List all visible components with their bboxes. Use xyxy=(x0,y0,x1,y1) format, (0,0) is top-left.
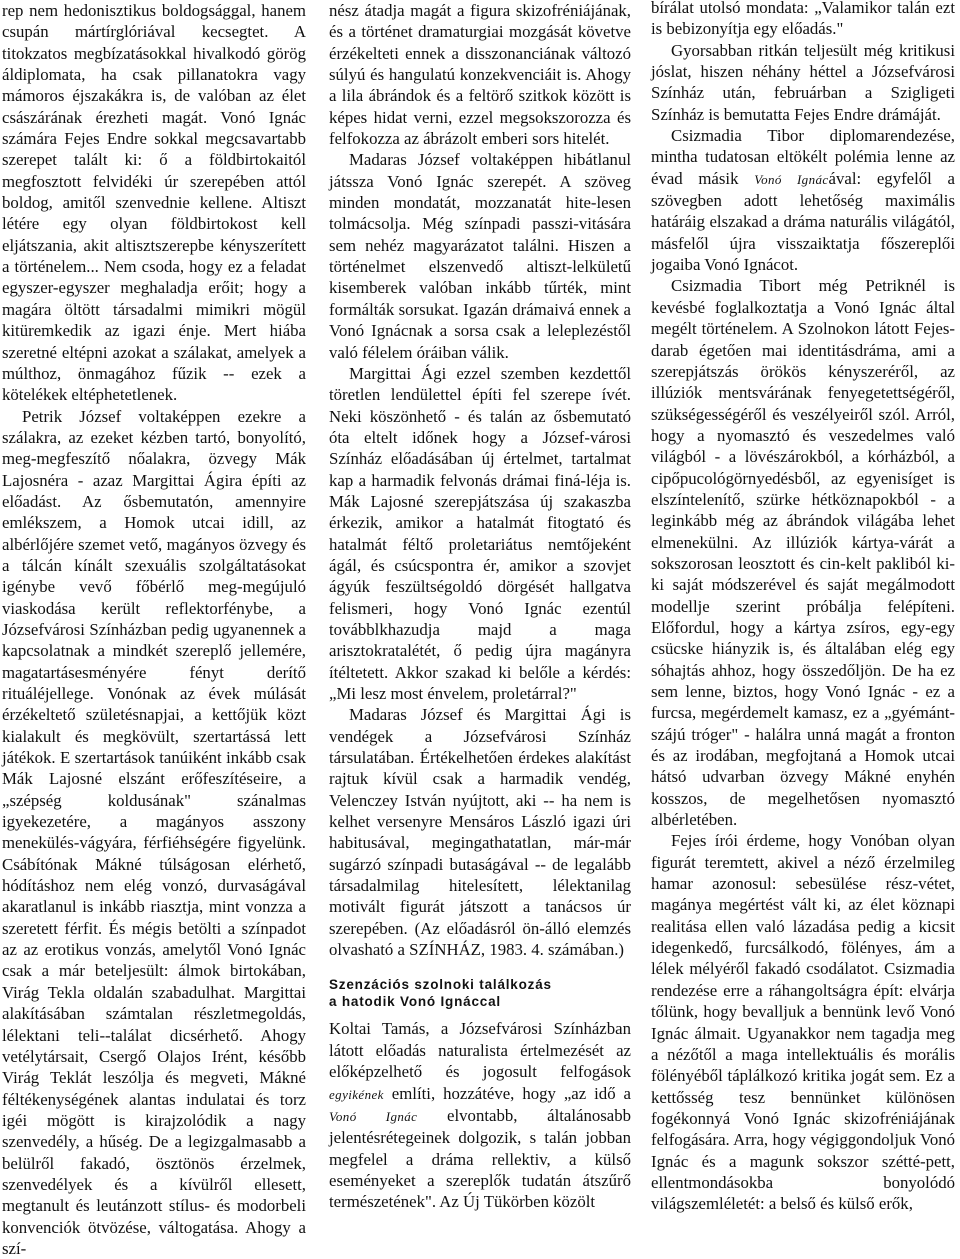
paragraph-2: Petrik József voltaképpen ezekre a szálakra, az ezeket kézben tartó, bonyolító, meg-megfeszítő nőalakra, özvegy Mák Lajosnéra - azaz Margittai Ágira építi az előadást. Az ősbemutatón, amennyire emlékszem, a Homok utcai idill, az albérlőjére szemet vető, magányos özvegy és a tálcán kínált szexuális szolgáltatásokat igénybe vevő főbérlő meg-megújuló viaskodása került reflektorfénybe, a Józsefvárosi Színházban pedig ugyanennek a kapcsolatnak a mindkét szereplő jellemére, magatartásesményére fényt derítő rituáléjellege. Vonónak az évek múlását érzékeltető születésnapjai, a kettőjük közt kialakult és megkövült, szertartássá lett játékok. E szertartások tanúiként inkább csak Mák Lajosné elszánt erőfeszítéseire, a „szépség koldusának" szánalmas igyekezetére, a magányos asszony menekülés-vágyára, férfiéhségére figyelünk. Csábítónak Mákné túlságosan elérhető, hódításhoz nem elég vonzó, durvaságával akaratlanul is inkább riasztja, mint vonzza a szeretett férfit. És mégis betölti a színpadot az az erotikus vonzás, amelytől Vonó Ignác csak a már beteljesült: álmok birtokában, Virág Tekla oldalán szabadulhat. Margittai alakításában számtalan részletmegoldás, lélektani teli--találat dicsérhető. Ahogy vetélytársait, Csergő Olajos Irént, később Virág Teklát leszólja és megveti, Mákné féltékenységének alantas indulatai és torz igéi mögött is kirajzolódik a nagy szenvedély, a hűség. De a legizgalmasabb a belülről fakadó, ösztönös érzelmek, szenvedélyek és a kívülről ellesett, megtanult és leutánzott stílus- és modorbeli konvenciók ötvözése, váltogatása. Ahogy a szí- xyxy=(2,406,306,1258)
paragraph-10-part-2: ával: egyfelől a szövegben adott lehetőség maximális határáig elszakad a dráma naturális világától, másfelől újra visszaiktatja főszereplői jogaiba Vonó Ignácot. xyxy=(651,168,955,275)
paragraph-7-italic-1: egyikének xyxy=(329,1086,384,1102)
paragraph-10 xyxy=(651,125,955,275)
paragraph-11: Csizmadia Tibort még Petriknél is kevésbé foglalkoztatja a Vonó Ignác által megélt történelem. A Szolnokon látott Fejes-darab égetően mai identitásdráma, ami a szerepjátszás örökös kényszeréről, az illúziók mentsvárának fenyegetettségéről, szükségességéről és veszélyeiről szól. Arról, hogy a nyomasztó és veszedelmes való világból - a lövészárokból, a kórházból, a cipőpucológörnyedésből, az egyenisíget is elszíntelenítő, szürke hétköznapokból - a leginkább még az ábrándok világába lehet elmenekülni. Az illúziók kártya-várát a sokszorosan leosztott és cin-kelt pakliból ki-ki saját módszerével és saját megálmodott modellje szerint próbálja felépíteni. Előfordul, hogy a kártya zsíros, egy-egy csücske hiányzik is, és általában elég egy sóhajtás ahhoz, hogy összedőljön. De ha ez sem lenne, biztos, hogy Vonó Ignác - ez a furcsa, megérdemelt kamasz, ez a „gyémánt-szájú tróger" - halálra unná magát a fronton és az irodában, megfojtaná a Homok utcai hátsó udvarban özvegy Mákné enyhén kosszos, de megelhetősen nyomasztó albérletében. xyxy=(651,276,955,830)
paragraph-3: nész átadja magát a figura skizofréniájának, és a történet dramaturgiai mozgását követve érzékelteti ennek a disszonanciának változó súlyú és hangulatú konzekvenciáit is. Ahogy a lila ábrándok és a feltörő szitkok között is képes hidat verni, ezzel megsokszorozza és felfokozza az ábrázolt emberi sors hitelét. xyxy=(329,1,631,149)
paragraph-7-part-3: elvontabb, általánosabb jelentésrétegeinek dolgozik, s talán jobban megfelel a dráma rellektiv, a külső eseményeket a szereplők tudatán átszűrő természetének". Az Új Tükörben közölt xyxy=(329,1105,631,1212)
paragraph-6: Madaras József és Margittai Ági is vendégek a Józsefvárosi Színház társulatában. Értékelhetően érdekes alakítást rajtuk kívül csak a harmadik vendég, Velenczey István nyújtott, aki -- ha nem is kelhet versenyre Mensáros László igazi úri habitusával, megingathatatlan, már-már sugárzó színpadi butaságával -- de legalább társadalmilag hitelesített, lélektanilag motivált figurát játszott a tanácsos úr szerepében. (Az előadásról ön-álló elemzés olvasható a SZÍNHÁZ, 1983. 4. számában.) xyxy=(329,705,631,960)
paragraph-12: Fejes írói érdeme, hogy Vonóban olyan figurát teremtett, akivel a néző érzelmileg hamar azonosul: sebesülése rész-vétet, magánya megértést vált ki, az élet köznapi realitása ellen való lázadása pedig a kicsit idegenkedő, furcsálkodó, fölényes, ám a lélek mélyéről fakadó csodálatot. Csizmadia rendezése erre a ráhangoltságra épít: elvárja tőlünk, hogy bevalljuk a bennünk levő Vonó Ignác álmait. Ugyanakkor nem tagadja meg a nézőtől a maga intellektuális és morális fölényéből táplálkozó kritika jogát sem. Ez a kettősség tesz bennünket különösen fogékonnyá Vonó Ignác skizofréniájának felfogására. Arra, hogy végiggondoljuk Vonó Ignác és a magunk sokszor szétté-pett, ellentmondásokba bonyolódó világszemléletét: a belső és külső erők, xyxy=(651,831,955,1214)
paragraph-7-part-1: Koltai Tamás, a Józsefvárosi Színházban látott előadás naturalista értelmezését az előképzelhető és jogosult felfogások xyxy=(329,1019,631,1082)
section-heading-line: a hatodik Vonó Ignáccal xyxy=(329,994,501,1010)
paragraph-10-part-1: Csizmadia Tibor diplomarendezése, mintha tudatosan eltökélt polémia lenne az évad másik xyxy=(651,126,955,188)
paragraph-5: Margittai Ági ezzel szemben kezdettől töretlen lendülettel építi fel szerepe ívét. Neki köszönhető - és talán az ősbemutató óta eltelt időnek hogy a József-városi Színház előadásában új értelmet, tartalmat kap a harmadik felvonás drámai finá-léja is. Mák Lajosné szerepjátszása új szakaszba érkezik, amikor a hatalmát fitogtató és hatalmát féltő proletariátus nemtőjeként ágál, és csúcspontra ér, amikor a szovjet ágyúk feszültségoldó dörgését hallgatva felismeri, hogy Vonó Ignác ezentúl továbblkhazudja majd a maga arisztokratalétét, ő pedig újra magányra ítéltetett. Akkor szakad ki belőle a kérdés: „Mi lesz most énvelem, proletárral?" xyxy=(329,363,631,703)
section-heading-line: Szenzációs szolnoki találkozás xyxy=(329,977,552,993)
paragraph-10-italic: Vonó Ignác xyxy=(754,171,829,187)
paragraph-8: bírálat utolsó mondata: „Valamikor talán ezt is bebizonyítja egy előadás." xyxy=(651,0,955,39)
paragraph-9: Gyorsabban ritkán teljesült még kritikusi jóslat, hiszen néhány héttel a Józsefvárosi Színház után, februárban a Szigligeti Színház is bemutatta Fejes Endre drámáját. xyxy=(651,40,955,124)
paragraph-7-part-2: említi, hozzátéve, hogy „az idő a xyxy=(383,1083,631,1103)
paragraph-1: rep nem hedonisztikus boldogsággal, hanem csupán mártírglóriával kecsegtet. A titokzatos megbízatásokkal hivalkodó görög áldiplomata, ha csak pillanatokra vagy mámoros éjszakákra is, de valóban az élet császárának érezheti magát. Vonó Ignác számára Fejes Endre sokkal megcsavartabb szerepet talált ki: ő a földbirtokaitól megfosztott felvidéki úr szerepében attól boldog, amitől szenvednie kellene. Altiszt létére egy olyan földbirtokost kell eljátszania, akit altisztszerepbe kényszerített a történelem... Nem csoda, hogy ez a feladat egyszer-egyszer meghaladja erőit; hogy a magára öltött társadalmi mimikri mögül kitüremkedik az igazi énje. Mert hiába szeretné eltépni azokat a szálakat, amelyek a múlthoz, önmagához fűzik -- ezek a kötelékek eltéphetetlenek. xyxy=(2,1,306,405)
section-heading xyxy=(329,976,631,1010)
paragraph-7 xyxy=(329,1018,631,1212)
column-3 xyxy=(651,0,955,1215)
paragraph-4: Madaras József voltaképpen hibátlanul játssza Vonó Ignác szerepét. A szöveg minden mondatát, mozzanatát hite-lesen tolmácsolja. Még színpadi passzi-vitására sem nehéz magyarázatot találni. Hiszen a történelmet elszenvedő altiszt-lelkületű kisemberek valóban inkább tűrték, mint formálták sorsukat. Igazán drámaivá ennek a Vonó Ignácnak a sorsa csak a leleplezéstől való félelem óráiban válik. xyxy=(329,150,631,362)
column-1 xyxy=(2,0,306,1259)
paragraph-7-italic-2: Vonó Ignác xyxy=(329,1108,418,1124)
column-2 xyxy=(329,0,631,1213)
